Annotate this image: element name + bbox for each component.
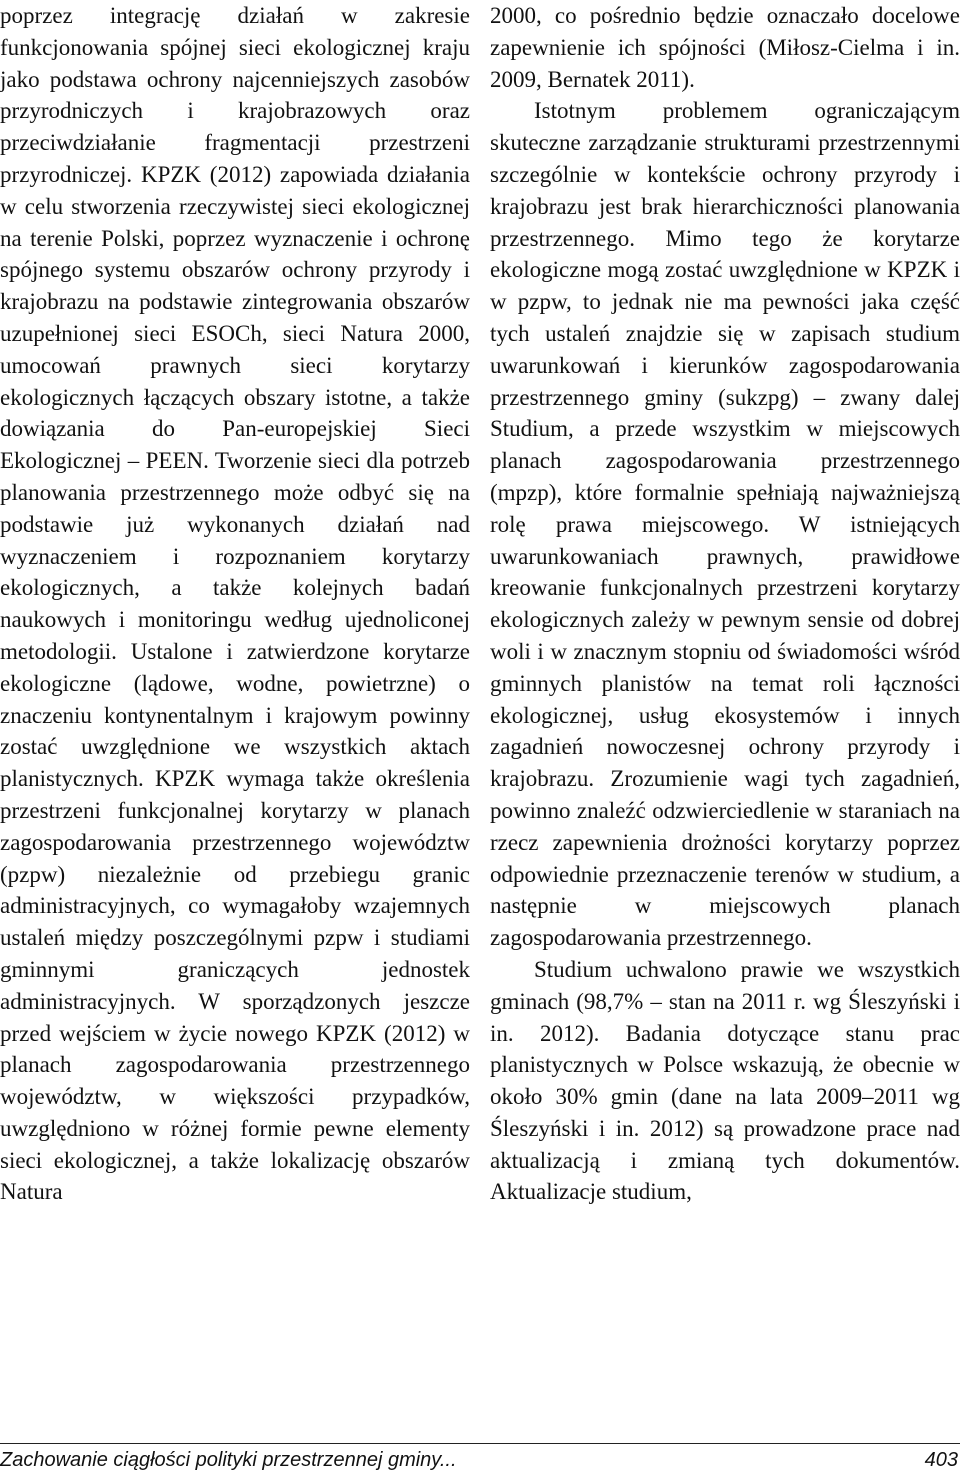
page-footer xyxy=(0,1447,960,1475)
left-text-column xyxy=(0,0,470,1208)
right-text-column xyxy=(490,0,960,1208)
footer-divider xyxy=(0,1443,960,1444)
right-paragraph-2: Istotnym problemem ograniczającym skuteczne zarządzanie strukturami przestrzennymi szczególnie w kontekście ochrony przyrody i krajobrazu jest brak hierarchiczności planowania przestrzennego. Mimo tego że korytarze ekologiczne mogą zostać uwzględnione w KPZK i w pzpw, to jednak nie ma pewności jaka część tych ustaleń znajdzie się w zapisach studium uwarunkowań i kierunków zagospodarowania przestrzennego gminy (sukzpg) – zwany dalej Studium, a przede wszystkim w miejscowych planach zagospodarowania przestrzennego (mpzp), które formalnie spełniają najważniejszą rolę prawa miejscowego. W istniejących uwarunkowaniach prawnych, prawidłowe kreowanie funkcjonalnych przestrzeni korytarzy ekologicznych zależy w pewnym sensie od dobrej woli i w znacznym stopniu od świadomości wśród gminnych planistów na temat roli łączności ekologicznej, usług ekosystemów i innych zagadnień nowoczesnej ochrony przyrody i krajobrazu. Zrozumienie wagi tych zagadnień, powinno znaleźć odzwierciedlenie w staraniach na rzecz zapewnienia drożności korytarzy poprzez odpowiednie przeznaczenie terenów w studium, a następnie w miejscowych planach zagospodarowania przestrzennego. xyxy=(490,98,960,951)
page-number: 403 xyxy=(924,1449,958,1471)
running-title: Zachowanie ciągłości polityki przestrzennej gminy... xyxy=(0,1449,457,1471)
right-paragraph-1: 2000, co pośrednio będzie oznaczało docelowe zapewnienie ich spójności (Miłosz-Cielma i in. 2009, Bernatek 2011). xyxy=(490,3,960,92)
left-paragraph-1: poprzez integrację działań w zakresie funkcjonowania spójnej sieci ekologicznej kraju jako podstawa ochrony najcenniejszych zasobów przyrodniczych i krajobrazowych oraz przeciwdziałanie fragmentacji przestrzeni przyrodniczej. KPZK (2012) zapowiada działania w celu stworzenia rzeczywistej sieci ekologicznej na terenie Polski, poprzez wyznaczenie i ochronę spójnego systemu obszarów ochrony przyrody i krajobrazu na podstawie zintegrowania obszarów uzupełnionej sieci ESOCh, sieci Natura 2000, umocowań prawnych sieci korytarzy ekologicznych łączących obszary istotne, a także dowiązania do Pan-europejskiej Sieci Ekologicznej – PEEN. Tworzenie sieci dla potrzeb planowania przestrzennego może odbyć się na podstawie już wykonanych działań nad wyznaczeniem i rozpoznaniem korytarzy ekologicznych, a także kolejnych badań naukowych i monitoringu według ujednoliconej metodologii. Ustalone i zatwierdzone korytarze ekologiczne (lądowe, wodne, powietrzne) o znaczeniu kontynentalnym i krajowym powinny zostać uwzględnione we wszystkich aktach planistycznych. KPZK wymaga także określenia przestrzeni funkcjonalnej korytarzy w planach zagospodarowania przestrzennego województw (pzpw) niezależnie od przebiegu granic administracyjnych, co wymagałoby wzajemnych ustaleń między poszczególnymi pzpw i studiami gminnymi graniczących jednostek administracyjnych. W sporządzonych jeszcze przed wejściem w życie nowego KPZK (2012) w planach zagospodarowania przestrzennego województw, w większości przypadków, uwzględniono w różnej formie pewne elementy sieci ekologicznej, a także lokalizację obszarów Natura xyxy=(0,3,470,1205)
right-paragraph-3: Studium uchwalono prawie we wszystkich gminach (98,7% – stan na 2011 r. wg Śleszyński i in. 2012). Badania dotyczące stanu prac planistycznych w Polsce wskazują, że obecnie w około 30% gmin (dane na lata 2009–2011 wg Śleszyński i in. 2012) są prowadzone prace nad aktualizacją i zmianą tych dokumentów. Aktualizacje studium, xyxy=(490,956,960,1205)
